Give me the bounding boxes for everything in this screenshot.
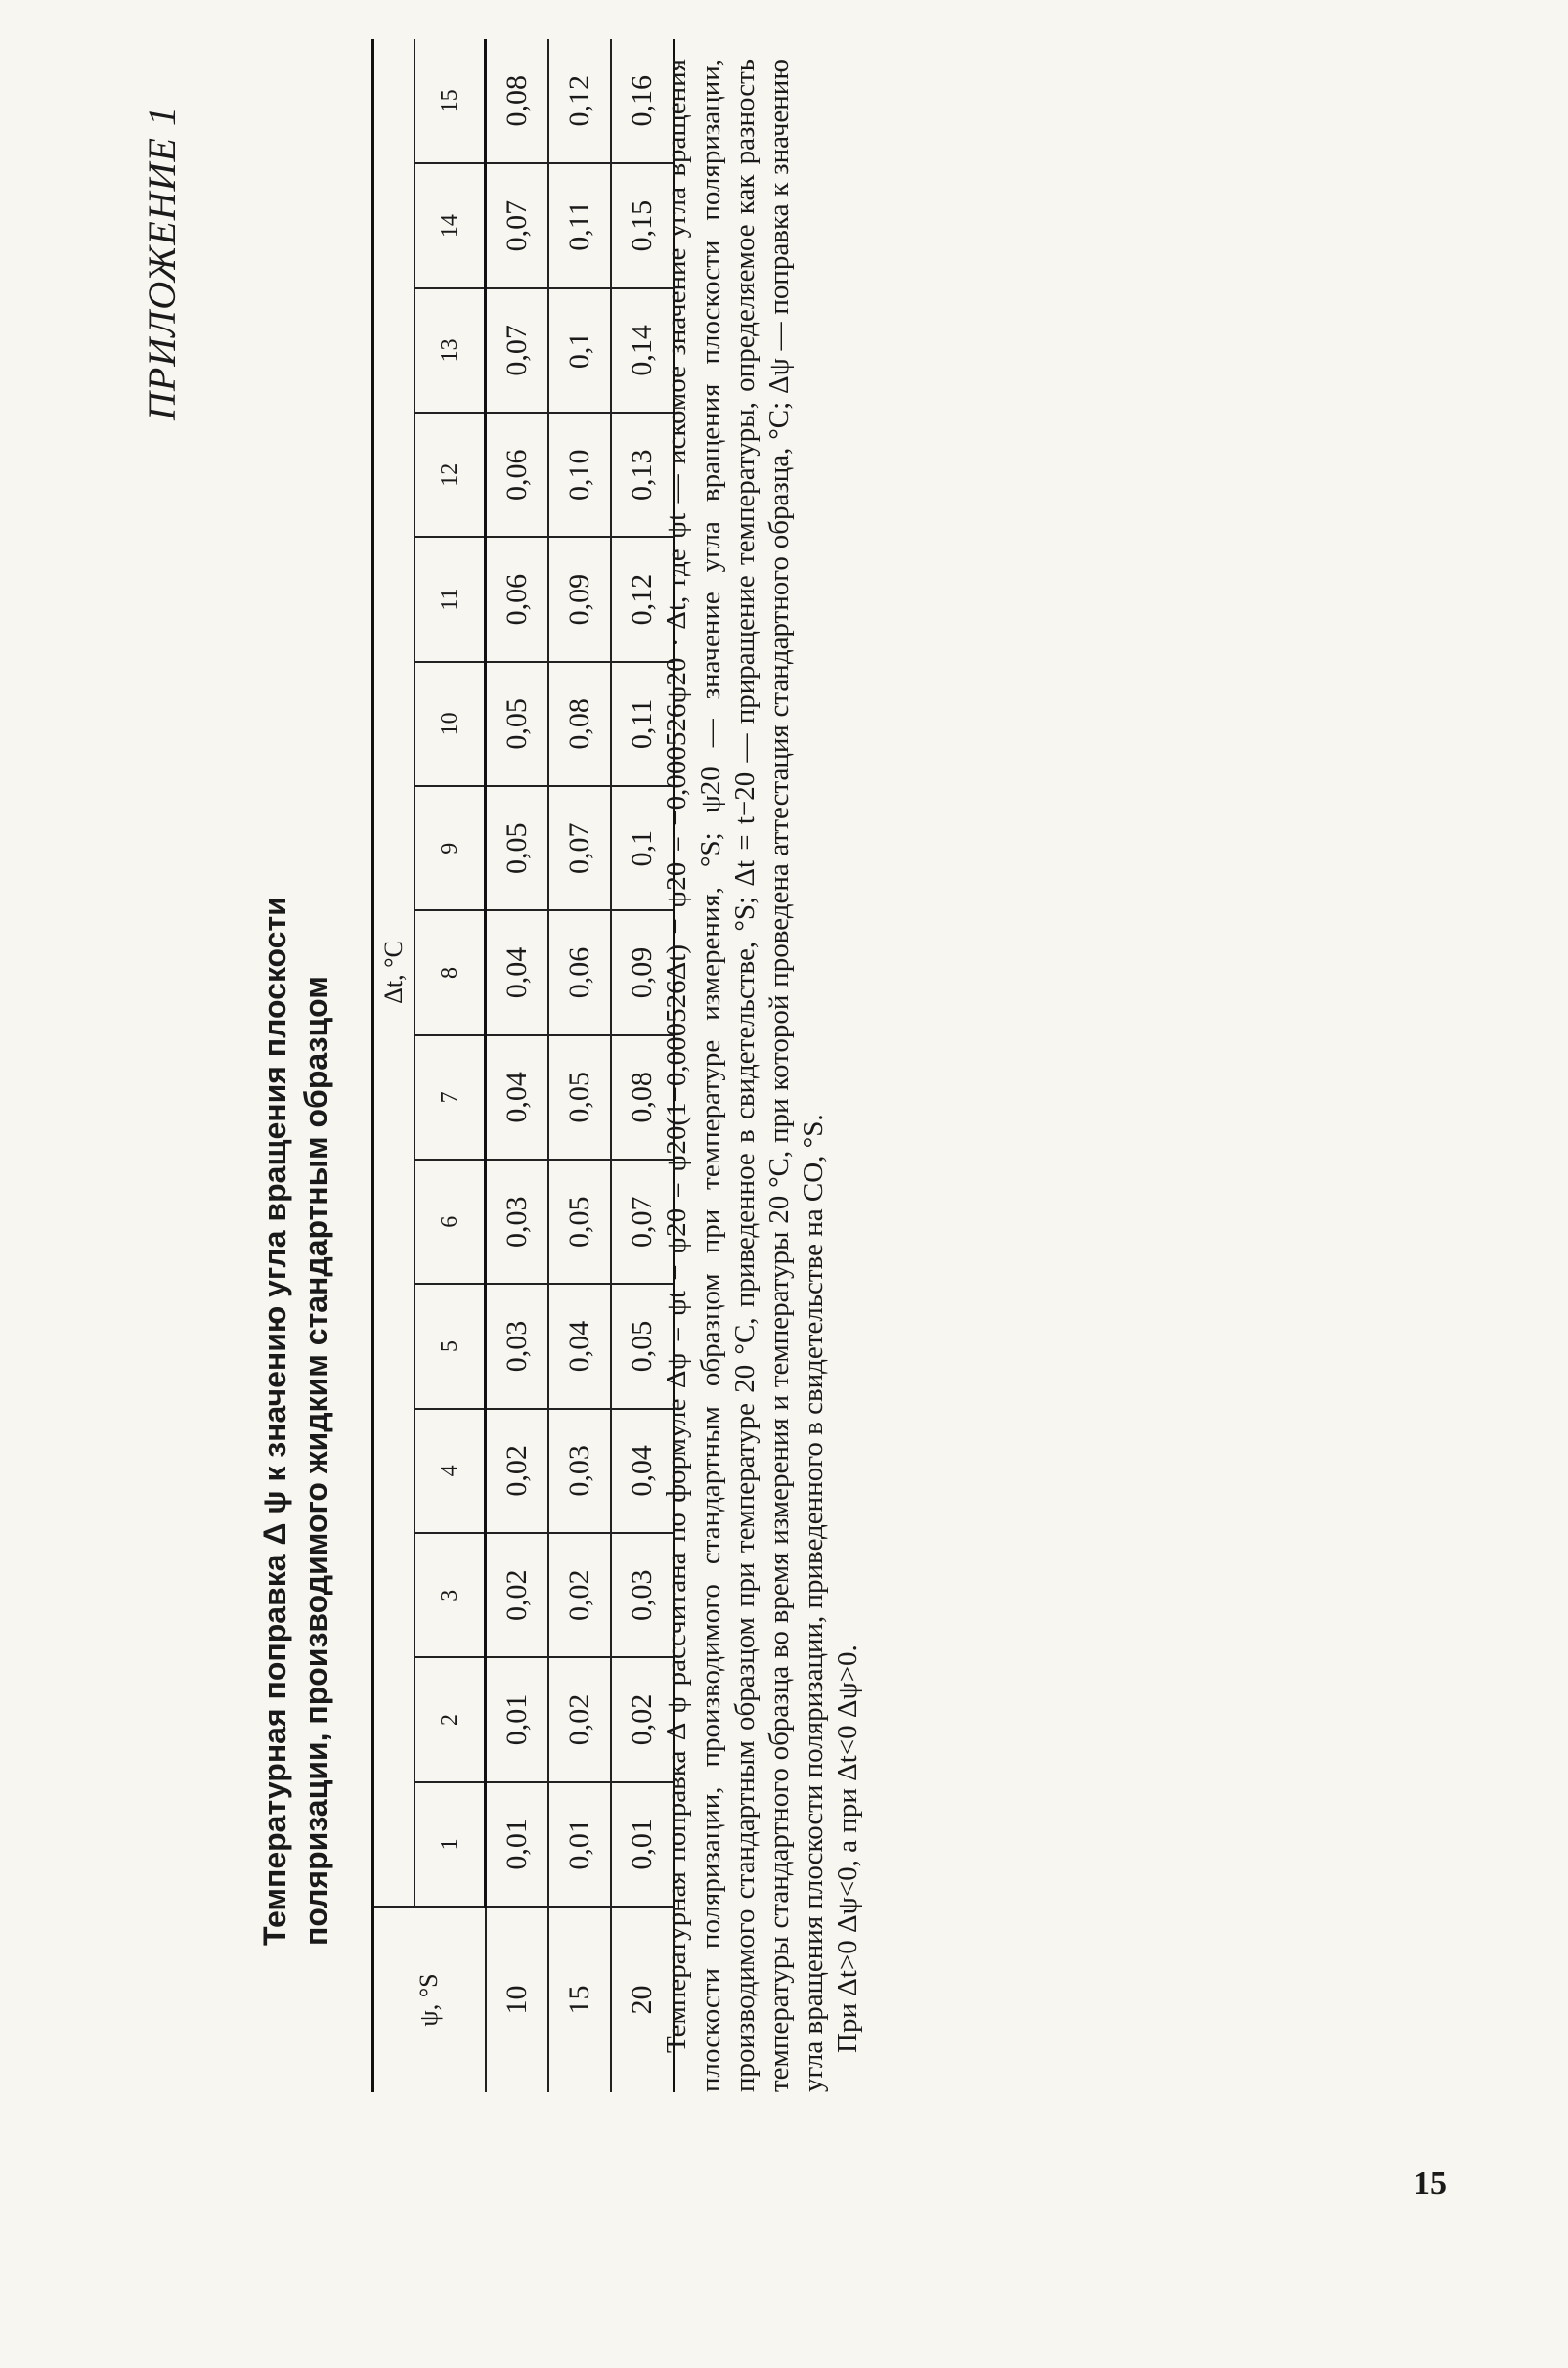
table-cell: 0,07 (486, 163, 549, 287)
table-cell: 0,05 (486, 786, 549, 910)
row-label: 10 (486, 1907, 549, 2092)
appendix-label: ПРИЛОЖЕНИЕ 1 (140, 106, 184, 420)
table-cell: 0,06 (486, 537, 549, 661)
table-cell: 0,01 (548, 1782, 611, 1907)
table-cell: 0,06 (548, 910, 611, 1034)
table-cell: 0,16 (611, 39, 675, 163)
table-cell: 0,07 (548, 786, 611, 910)
column-header: 3 (414, 1533, 486, 1657)
table-cell: 0,09 (548, 537, 611, 661)
table-cell: 0,03 (611, 1533, 675, 1657)
table-cell: 0,08 (486, 39, 549, 163)
column-group-header-delta-t: Δt, °C (373, 39, 415, 1907)
table-cell: 0,02 (548, 1657, 611, 1781)
column-header: 9 (414, 786, 486, 910)
table-cell: 0,14 (611, 288, 675, 413)
table-cell: 0,11 (611, 662, 675, 786)
table-row (548, 39, 611, 2092)
table-cell: 0,11 (548, 163, 611, 287)
table-cell: 0,03 (486, 1160, 549, 1284)
table-cell: 0,01 (611, 1782, 675, 1907)
row-header-psi: ψ, °S (373, 1907, 486, 2092)
table-body (486, 39, 675, 2092)
column-header: 5 (414, 1284, 486, 1408)
note-sign-paragraph: При Δt>0 Δψ<0, а при Δt<0 Δψ>0. (832, 1644, 863, 2053)
table-cell: 0,05 (611, 1284, 675, 1408)
column-header: 14 (414, 163, 486, 287)
table-cell: 0,08 (611, 1035, 675, 1160)
table-title-line-2: поляризации, производимого жидким стандартным образцом (298, 976, 333, 1946)
table-cell: 0,15 (611, 163, 675, 287)
table-cell: 0,04 (548, 1284, 611, 1408)
table-cell: 0,07 (486, 288, 549, 413)
column-header: 2 (414, 1657, 486, 1781)
table-cell: 0,03 (486, 1284, 549, 1408)
column-header: 4 (414, 1409, 486, 1533)
table-cell: 0,02 (611, 1657, 675, 1781)
table-cell: 0,07 (611, 1160, 675, 1284)
column-header: 8 (414, 910, 486, 1034)
table-cell: 0,12 (611, 537, 675, 661)
column-header: 1 (414, 1782, 486, 1907)
table-cell: 0,12 (548, 39, 611, 163)
table-cell: 0,09 (611, 910, 675, 1034)
rotated-page-content (127, 39, 1476, 2190)
table-row (486, 39, 549, 2092)
table-cell: 0,02 (486, 1533, 549, 1657)
table-cell: 0,1 (611, 786, 675, 910)
row-label: 20 (611, 1907, 675, 2092)
column-header: 13 (414, 288, 486, 413)
table-cell: 0,01 (486, 1657, 549, 1781)
column-header: 10 (414, 662, 486, 786)
table-cell: 0,05 (548, 1160, 611, 1284)
table-cell: 0,02 (486, 1409, 549, 1533)
table-cell: 0,01 (486, 1782, 549, 1907)
table-cell: 0,04 (611, 1409, 675, 1533)
table-cell: 0,06 (486, 413, 549, 537)
notes-block (660, 59, 865, 2092)
column-header: 12 (414, 413, 486, 537)
table-cell: 0,03 (548, 1409, 611, 1533)
correction-table (371, 39, 675, 2092)
column-header: 15 (414, 39, 486, 163)
column-header: 11 (414, 537, 486, 661)
table-title-line-1: Температурная поправка Δ ψ к значению угла вращения плоскости (257, 897, 292, 1946)
row-label: 15 (548, 1907, 611, 2092)
table-cell: 0,1 (548, 288, 611, 413)
table-cell: 0,10 (548, 413, 611, 537)
page-number: 15 (1414, 2166, 1447, 2202)
table-cell: 0,05 (548, 1035, 611, 1160)
table-cell: 0,13 (611, 413, 675, 537)
table-cell: 0,02 (548, 1533, 611, 1657)
column-header: 7 (414, 1035, 486, 1160)
table-cell: 0,05 (486, 662, 549, 786)
table-cell: 0,08 (548, 662, 611, 786)
column-header-row (414, 39, 486, 2092)
table-title (254, 88, 336, 1946)
note-formula-paragraph: Температурная поправка Δ ψ рассчитана по формуле Δψ = ψt − ψ20 = ψ20(1−0,000526Δt) − ψ20 = −0,000526ψ20 · Δt, где ψt — искомое значение угла вращения плоскости поляризации, производимого стандартным образцом при температуре измерения, °S; ψ20 — значение угла вращения плоскости поляризации, производимого стандартным образцом при температуре 20 °C, приведенное в свидетельстве, °S; Δt = t−20 — приращение температуры, определяемое как разность температуры стандартного образца во время измерения и температуры 20 °C, при которой проведена аттестация стандартного образца, °C; Δψ — поправка к значению угла вращения плоскости поляризации, приведенного в свидетельстве на СО, °S. (661, 59, 829, 2092)
column-header: 6 (414, 1160, 486, 1284)
table-cell: 0,04 (486, 910, 549, 1034)
table-cell: 0,04 (486, 1035, 549, 1160)
